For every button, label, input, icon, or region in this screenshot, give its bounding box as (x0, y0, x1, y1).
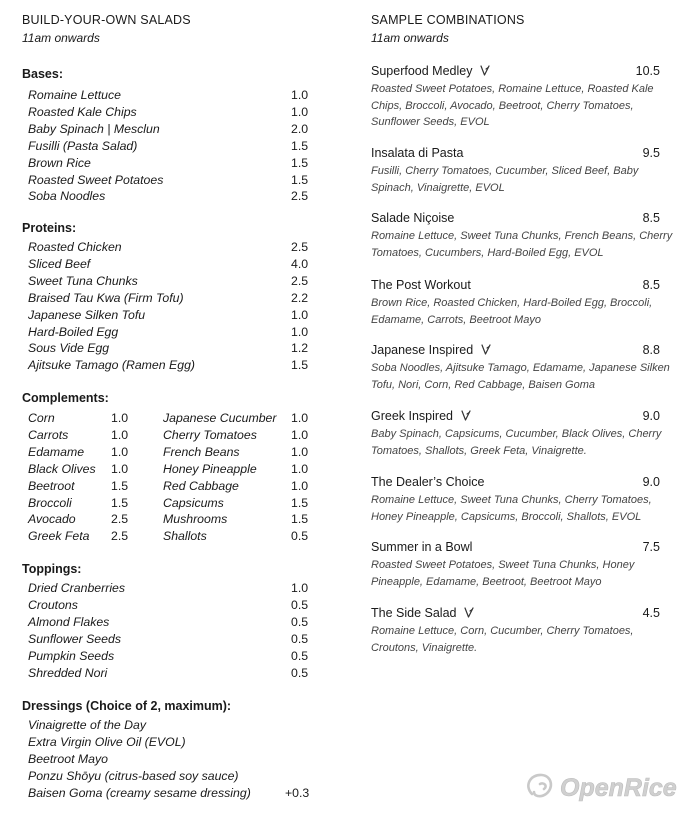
combo-price: 9.0 (642, 409, 660, 423)
menu-item-name: Ponzu Shōyu (citrus-based soy sauce) (28, 768, 239, 783)
menu-item-price: 1.2 (291, 341, 309, 356)
combo-description: Romaine Lettuce, Corn, Cucumber, Cherry Tomatoes, Croutons, Vinaigrette. (371, 625, 634, 654)
combo-description: Fusilli, Cherry Tomatoes, Cucumber, Sliced Beef, Baby Spinach, Vinaigrette, EVOL (371, 165, 639, 194)
menu-item-name: Soba Noodles (28, 189, 106, 204)
menu-item-price: 0.5 (291, 597, 309, 612)
menu-item-name: Beetroot Mayo (28, 751, 108, 766)
combo-name (371, 343, 491, 358)
menu-item-price: 1.5 (291, 138, 309, 153)
menu-item-price: 0.5 (291, 665, 309, 680)
combo-name (371, 278, 471, 293)
menu-item-price: 1.5 (291, 358, 309, 373)
menu-item-price: +0.3 (285, 785, 310, 800)
combo-name-text: The Post Workout (371, 278, 471, 292)
complement-price: 1.0 (291, 478, 309, 493)
complement-price: 1.5 (291, 495, 309, 510)
menu-item-name: Almond Flakes (28, 614, 110, 629)
menu-item-price: 1.0 (291, 88, 309, 102)
menu-item-name: Baby Spinach | Mesclun (28, 121, 160, 136)
combo-price: 8.5 (642, 278, 660, 292)
complement-price: 1.0 (111, 461, 129, 476)
menu-item-name: Dried Cranberries (28, 581, 126, 595)
complement-price: 2.5 (111, 512, 129, 527)
complement-name: Red Cabbage (163, 478, 239, 493)
combo-name-text: Summer in a Bowl (371, 540, 473, 554)
combo-price: 8.8 (642, 343, 660, 357)
bases-heading: Bases: (22, 67, 63, 81)
menu-item-name: Extra Virgin Olive Oil (EVOL) (28, 734, 186, 749)
menu-item-price: 1.0 (291, 324, 309, 339)
combo-name (371, 146, 463, 161)
menu-item-price: 2.5 (291, 240, 309, 254)
menu-item-price: 1.0 (291, 104, 309, 119)
menu-item-price: 1.5 (291, 155, 309, 170)
combo-name-text: The Dealer’s Choice (371, 475, 485, 489)
complement-name: Cherry Tomatoes (163, 427, 257, 442)
combo-price: 9.0 (642, 475, 660, 489)
toppings-heading: Toppings: (22, 562, 82, 576)
openrice-logo-icon (522, 766, 692, 808)
complement-price: 1.0 (111, 444, 129, 459)
complement-price: 1.0 (291, 411, 309, 425)
combo-name (371, 409, 471, 424)
menu-item-price: 2.0 (291, 121, 309, 136)
menu-item-name: Roasted Chicken (28, 240, 122, 254)
complement-price: 1.5 (291, 512, 309, 527)
complement-price: 2.5 (111, 529, 129, 544)
menu-item-price: 0.5 (291, 614, 309, 629)
complement-name: Edamame (28, 444, 85, 459)
combo-name (371, 606, 474, 621)
combo-name (371, 64, 490, 79)
combo-description: Romaine Lettuce, Sweet Tuna Chunks, French Beans, Cherry Tomatoes, Cucumbers, Hard-Boiled Egg, EVOL (371, 230, 673, 259)
combo-price: 8.5 (642, 211, 660, 225)
menu-item-name: Pumpkin Seeds (28, 648, 115, 663)
menu-item-name: Japanese Silken Tofu (28, 307, 146, 322)
menu-item-name: Braised Tau Kwa (Firm Tofu) (28, 290, 184, 305)
combo-price: 10.5 (635, 64, 660, 78)
dressings-heading: Dressings (Choice of 2, maximum): (22, 699, 232, 713)
menu-item-name: Sweet Tuna Chunks (28, 273, 138, 288)
menu-item-price: 2.2 (291, 290, 309, 305)
combo-description: Baby Spinach, Capsicums, Cucumber, Black Olives, Cherry Tomatoes, Shallots, Greek Feta, Vinaigrette. (371, 428, 662, 457)
combos-subtitle: 11am onwards (371, 31, 449, 45)
menu-item-name: Roasted Sweet Potatoes (28, 172, 164, 187)
byo-title: BUILD-YOUR-OWN SALADS (22, 13, 191, 27)
menu-item-price: 2.5 (291, 273, 309, 288)
menu-item-price: 0.5 (291, 648, 309, 663)
vegetarian-leaf-icon (464, 607, 474, 618)
complement-price: 1.0 (111, 411, 129, 425)
vegetarian-leaf-icon (480, 65, 490, 76)
menu-item-price: 1.0 (291, 307, 309, 322)
complement-price: 1.0 (291, 461, 309, 476)
complement-name: Avocado (28, 512, 76, 527)
complement-name: Mushrooms (163, 512, 228, 527)
complement-name: Broccoli (28, 495, 72, 510)
complement-name: Shallots (163, 529, 207, 544)
proteins-heading: Proteins: (22, 221, 77, 235)
combo-name-text: The Side Salad (371, 606, 457, 620)
complement-price: 1.5 (111, 478, 129, 493)
combos-title: SAMPLE COMBINATIONS (371, 13, 525, 27)
combo-description: Roasted Sweet Potatoes, Romaine Lettuce, Roasted Kale Chips, Broccoli, Avocado, Beetroot, Cherry Tomatoes, Sunflower Seeds, EVOL (371, 83, 654, 128)
byo-subtitle: 11am onwards (22, 31, 100, 45)
menu-item-price: 2.5 (291, 189, 309, 204)
combo-description: Brown Rice, Roasted Chicken, Hard-Boiled Egg, Broccoli, Edamame, Carrots, Beetroot Mayo (371, 297, 653, 326)
menu-item-name: Croutons (28, 597, 78, 612)
complement-price: 1.0 (111, 427, 129, 442)
complement-name: Carrots (28, 427, 69, 442)
combo-name (371, 540, 472, 555)
combo-name-text: Insalata di Pasta (371, 146, 464, 160)
complement-price: 0.5 (291, 529, 309, 544)
vegetarian-leaf-icon (481, 344, 491, 355)
menu-item-name: Sunflower Seeds (28, 631, 121, 646)
complement-price: 1.5 (111, 495, 129, 510)
menu-item-name: Fusilli (Pasta Salad) (28, 138, 138, 153)
combo-description: Roasted Sweet Potatoes, Sweet Tuna Chunks, Honey Pineapple, Edamame, Beetroot, Beetroot Mayo (371, 559, 635, 588)
menu-item-price: 1.5 (291, 172, 309, 187)
complement-name: Black Olives (28, 461, 96, 476)
complement-name: Capsicums (163, 495, 224, 510)
menu-item-name: Baisen Goma (creamy sesame dressing) (28, 785, 251, 800)
combo-name (371, 211, 454, 226)
complement-name: French Beans (163, 444, 240, 459)
combo-name-text: Greek Inspired (371, 409, 453, 423)
combo-name-text: Japanese Inspired (371, 343, 474, 357)
combo-price: 7.5 (642, 540, 660, 554)
menu-item-price: 1.0 (291, 581, 309, 595)
menu-item-name: Roasted Kale Chips (28, 104, 137, 119)
menu-item-name: Shredded Nori (28, 665, 108, 680)
complement-price: 1.0 (291, 427, 309, 442)
complement-name: Greek Feta (28, 529, 90, 544)
complement-name: Honey Pineapple (163, 461, 257, 476)
complement-name: Corn (28, 411, 55, 425)
menu-item-price: 0.5 (291, 631, 309, 646)
combo-description: Romaine Lettuce, Sweet Tuna Chunks, Cherry Tomatoes, Honey Pineapple, Capsicums, Broccoli, Shallots, EVOL (371, 494, 652, 523)
menu-item-price: 4.0 (291, 256, 309, 271)
menu-item-name: Romaine Lettuce (28, 88, 121, 102)
menu-item-name: Hard-Boiled Egg (28, 324, 119, 339)
watermark-text: OpenRice (560, 774, 677, 802)
menu-item-name: Sliced Beef (28, 256, 91, 271)
complements-heading: Complements: (22, 391, 109, 405)
menu-item-name: Ajitsuke Tamago (Ramen Egg) (28, 358, 195, 373)
complement-name: Japanese Cucumber (163, 411, 277, 425)
menu-item-name: Sous Vide Egg (28, 341, 110, 356)
combo-name-text: Salade Niçoise (371, 211, 455, 225)
combo-price: 4.5 (642, 606, 660, 620)
vegetarian-leaf-icon (461, 410, 471, 421)
combo-name (371, 475, 484, 490)
complement-name: Beetroot (28, 478, 75, 493)
combo-name-text: Superfood Medley (371, 64, 473, 78)
complement-price: 1.0 (291, 444, 309, 459)
combo-description: Soba Noodles, Ajitsuke Tamago, Edamame, Japanese Silken Tofu, Nori, Corn, Red Cabbage, Baisen Goma (371, 362, 670, 391)
menu-item-name: Brown Rice (28, 155, 91, 170)
combo-price: 9.5 (642, 146, 660, 160)
menu-item-name: Vinaigrette of the Day (28, 718, 147, 732)
